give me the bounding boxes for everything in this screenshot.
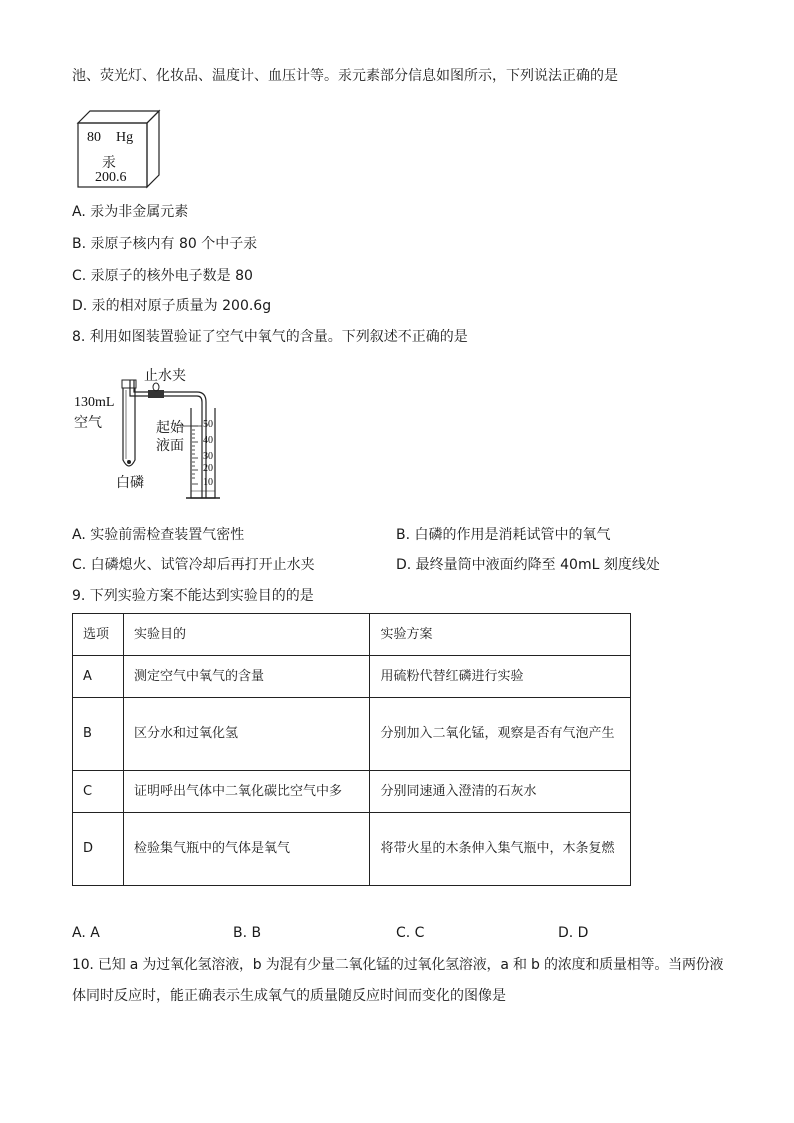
q9-table <box>72 613 631 886</box>
element-name: 汞 <box>102 156 116 171</box>
start-label-2: 液面 <box>156 438 184 454</box>
q8-option-d: D. 最终量筒中液面约降至 40mL 刻度线处 <box>396 557 660 573</box>
header-purpose: 实验目的 <box>123 614 370 656</box>
tick-20: 20 <box>203 463 213 474</box>
q7-option-d: D. 汞的相对原子质量为 200.6g <box>72 298 272 314</box>
q9-answer-d: D. D <box>558 925 589 941</box>
row-b-purpose: 区分水和过氧化氢 <box>123 698 370 771</box>
atomic-number: 80 <box>87 130 101 145</box>
atomic-mass: 200.6 <box>95 170 127 185</box>
q8-option-c: C. 白磷熄火、试管冷却后再打开止水夹 <box>72 557 315 573</box>
phosphorus-label: 白磷 <box>116 475 144 491</box>
table-row <box>73 771 631 813</box>
q7-option-b: B. 汞原子核内有 80 个中子汞 <box>72 236 258 252</box>
q10-stem-line-2: 体同时反应时，能正确表示生成氧气的质量随反应时间而变化的图像是 <box>72 988 506 1004</box>
row-d-plan: 将带火星的木条伸入集气瓶中，木条复燃 <box>370 813 631 886</box>
row-b-plan: 分别加入二氧化锰，观察是否有气泡产生 <box>370 698 631 771</box>
row-c-purpose: 证明呼出气体中二氧化碳比空气中多 <box>123 771 370 813</box>
tick-40: 40 <box>203 435 213 446</box>
intro-text: 池、荧光灯、化妆品、温度计、血压计等。汞元素部分信息如图所示，下列说法正确的是 <box>72 68 618 84</box>
table-row <box>73 813 631 886</box>
air-label: 空气 <box>74 415 102 431</box>
start-label-1: 起始 <box>156 420 184 436</box>
q7-option-a: A. 汞为非金属元素 <box>72 204 189 220</box>
table-row <box>73 656 631 698</box>
header-plan: 实验方案 <box>370 614 631 656</box>
q7-option-c: C. 汞原子的核外电子数是 80 <box>72 268 253 284</box>
header-option: 选项 <box>73 614 124 656</box>
clamp-label: 止水夹 <box>144 368 186 384</box>
row-a-purpose: 测定空气中氧气的含量 <box>123 656 370 698</box>
oxygen-apparatus-figure <box>70 360 250 510</box>
element-symbol: Hg <box>116 130 134 145</box>
row-a-option: A <box>73 656 124 698</box>
q10-stem-line-1: 10. 已知 a 为过氧化氢溶液，b 为混有少量二氧化锰的过氧化氢溶液，a 和 b 的浓度和质量相等。当两份液 <box>72 957 724 973</box>
row-d-purpose: 检验集气瓶中的气体是氧气 <box>123 813 370 886</box>
q9-answer-a: A. A <box>72 925 100 941</box>
q9-answer-c: C. C <box>396 925 425 941</box>
q8-option-b: B. 白磷的作用是消耗试管中的氧气 <box>396 527 611 543</box>
row-c-plan: 分别同速通入澄清的石灰水 <box>370 771 631 813</box>
q9-answer-b: B. B <box>233 925 262 941</box>
volume-label: 130mL <box>74 395 115 410</box>
row-a-plan: 用硫粉代替红磷进行实验 <box>370 656 631 698</box>
table-header-row <box>73 614 631 656</box>
table-row <box>73 698 631 771</box>
tick-30: 30 <box>203 451 213 462</box>
row-d-option: D <box>73 813 124 886</box>
q9-stem: 9. 下列实验方案不能达到实验目的的是 <box>72 588 314 604</box>
row-c-option: C <box>73 771 124 813</box>
mercury-element-card <box>62 96 162 196</box>
row-b-option: B <box>73 698 124 771</box>
tick-50: 50 <box>203 419 213 430</box>
q8-option-a: A. 实验前需检查装置气密性 <box>72 527 245 543</box>
q8-stem: 8. 利用如图装置验证了空气中氧气的含量。下列叙述不正确的是 <box>72 329 468 345</box>
tick-10: 10 <box>203 477 213 488</box>
